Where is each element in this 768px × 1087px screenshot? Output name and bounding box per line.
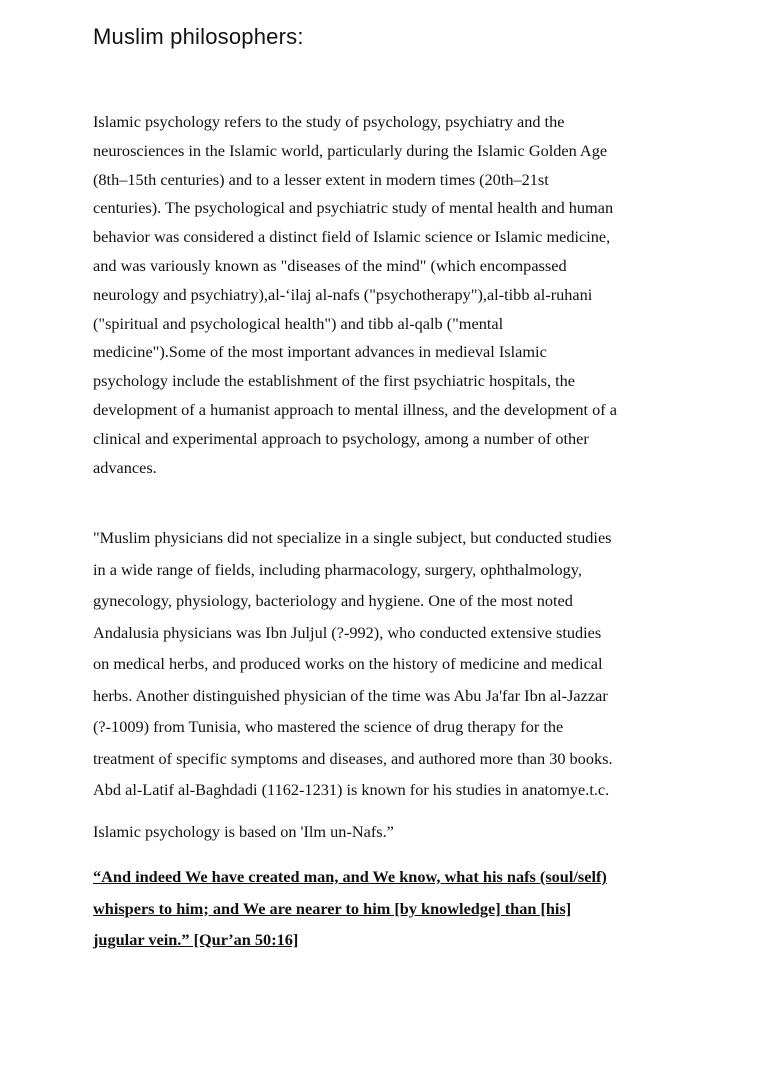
quote-line: jugular vein.” [Qur’an 50:16] [93, 930, 299, 949]
quote-line: whispers to him; and We are nearer to him [by knowledge] than [his] [93, 898, 572, 918]
text-line: neurology and psychiatry),al-‘ilaj al-nafs ("psychotherapy"),al-tibb al-ruhani [93, 284, 593, 304]
text-line: gynecology, physiology, bacteriology and hygiene. One of the most noted [93, 591, 573, 610]
document-title: Muslim philosophers: [93, 24, 304, 49]
text-line: neurosciences in the Islamic world, particularly during the Islamic Golden Age [93, 140, 608, 160]
text-line: advances. [93, 457, 157, 477]
text-line: Islamic psychology refers to the study of psychology, psychiatry and the [93, 112, 565, 131]
quran-quote [93, 861, 607, 956]
quote-line: “And indeed We have created man, and We know, what his nafs (soul/self) [93, 867, 607, 886]
text-line: centuries). The psychological and psychiatric study of mental health and human [93, 198, 614, 218]
text-line: ("spiritual and psychological health") and tibb al-qalb ("mental [93, 313, 504, 333]
text-line: Islamic psychology is based on 'Ilm un-Nafs.” [93, 822, 394, 841]
text-line: treatment of specific symptoms and diseases, and authored more than 30 books. [93, 748, 613, 768]
text-line: and was variously known as "diseases of the mind" (which encompassed [93, 255, 567, 275]
text-line: Andalusia physicians was Ibn Juljul (?-992), who conducted extensive studies [93, 622, 602, 642]
text-line: "Muslim physicians did not specialize in a single subject, but conducted studies [93, 528, 612, 547]
text-line: in a wide range of fields, including pharmacology, surgery, ophthalmology, [93, 559, 582, 579]
text-line: Abd al-Latif al-Baghdadi (1162-1231) is known for his studies in anatomye.t.c. [93, 780, 610, 799]
text-line: herbs. Another distinguished physician of the time was Abu Ja'far Ibn al-Jazzar [93, 685, 608, 705]
text-line: development of a humanist approach to mental illness, and the development of a [93, 399, 618, 419]
paragraph-ilm-un-nafs [93, 816, 394, 848]
paragraph-muslim-physicians [93, 522, 613, 806]
text-line: medicine").Some of the most important advances in medieval Islamic [93, 342, 547, 362]
text-line: clinical and experimental approach to psychology, among a number of other [93, 428, 589, 448]
text-line: (8th–15th centuries) and to a lesser extent in modern times (20th–21st [93, 169, 549, 189]
text-line: psychology include the establishment of the first psychiatric hospitals, the [93, 371, 576, 391]
text-line: (?-1009) from Tunisia, who mastered the science of drug therapy for the [93, 717, 564, 736]
text-line: on medical herbs, and produced works on the history of medicine and medical [93, 654, 603, 673]
paragraph-islamic-psychology [93, 108, 617, 482]
text-line: behavior was considered a distinct field of Islamic science or Islamic medicine, [93, 227, 611, 247]
